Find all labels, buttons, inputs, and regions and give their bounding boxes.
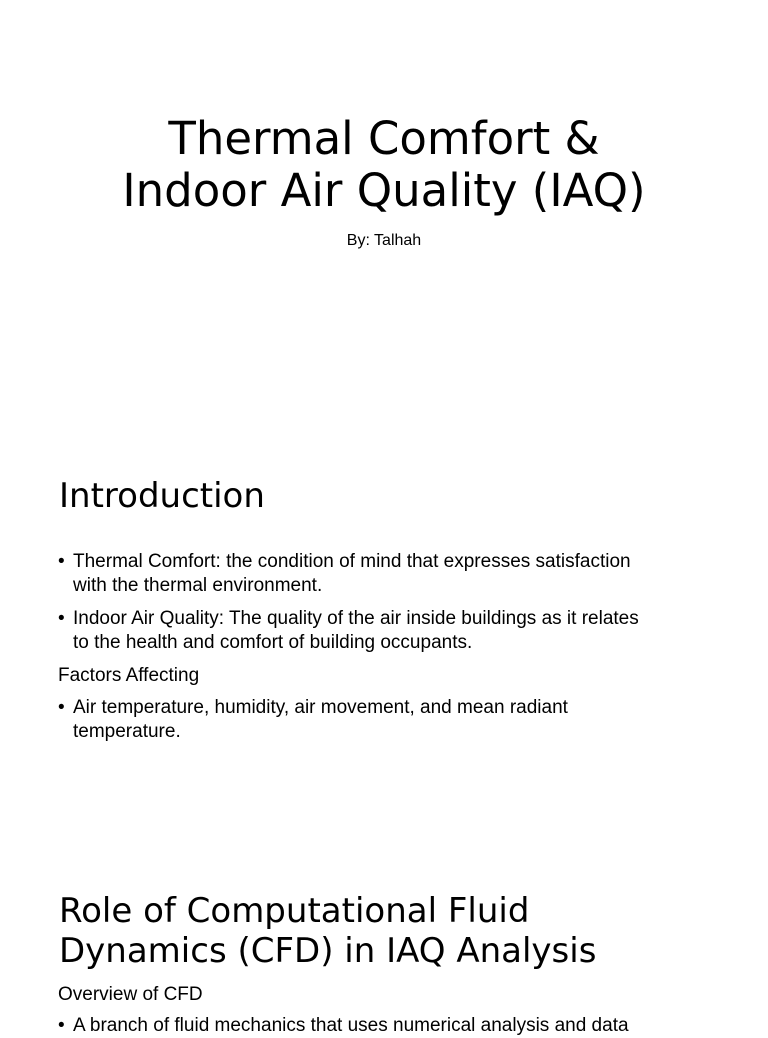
title-slide (0, 0, 768, 432)
bullet-text-line: Thermal Comfort: the condition of mind that expresses satisfaction (73, 551, 631, 572)
bullet-text-line: A branch of fluid mechanics that uses numerical analysis and data (73, 1015, 629, 1036)
bullet-icon: • (58, 608, 65, 629)
introduction-slide (0, 432, 768, 864)
subheading: Factors Affecting (58, 665, 200, 686)
bullet-icon: • (58, 551, 65, 572)
bullet-item (58, 696, 733, 744)
bullet-icon: • (58, 697, 65, 718)
bullet-item (58, 607, 733, 655)
subheading: Overview of CFD (58, 984, 203, 1005)
bullet-text-line: to the health and comfort of building occupants. (73, 632, 473, 653)
heading-line-2: Dynamics (CFD) in IAQ Analysis (59, 931, 597, 971)
author-subtitle: By: Talhah (346, 232, 422, 249)
bullet-text-line: with the thermal environment. (73, 575, 323, 596)
bullet-item (58, 550, 733, 598)
bullet-text-line: Air temperature, humidity, air movement, and mean radiant (73, 697, 568, 718)
bullet-text-line: temperature. (73, 721, 181, 742)
heading-line-1: Role of Computational Fluid (59, 891, 530, 931)
bullet-text-line: Indoor Air Quality: The quality of the air inside buildings as it relates (73, 608, 639, 629)
title-line-1: Thermal Comfort & (168, 112, 600, 165)
slide-heading (59, 891, 739, 971)
slide-heading: Introduction (59, 476, 265, 516)
bullet-icon: • (58, 1015, 65, 1036)
cfd-slide (0, 864, 768, 1036)
title-line-2: Indoor Air Quality (IAQ) (122, 164, 646, 217)
bullet-item (58, 1014, 733, 1038)
presentation-title (0, 113, 768, 217)
